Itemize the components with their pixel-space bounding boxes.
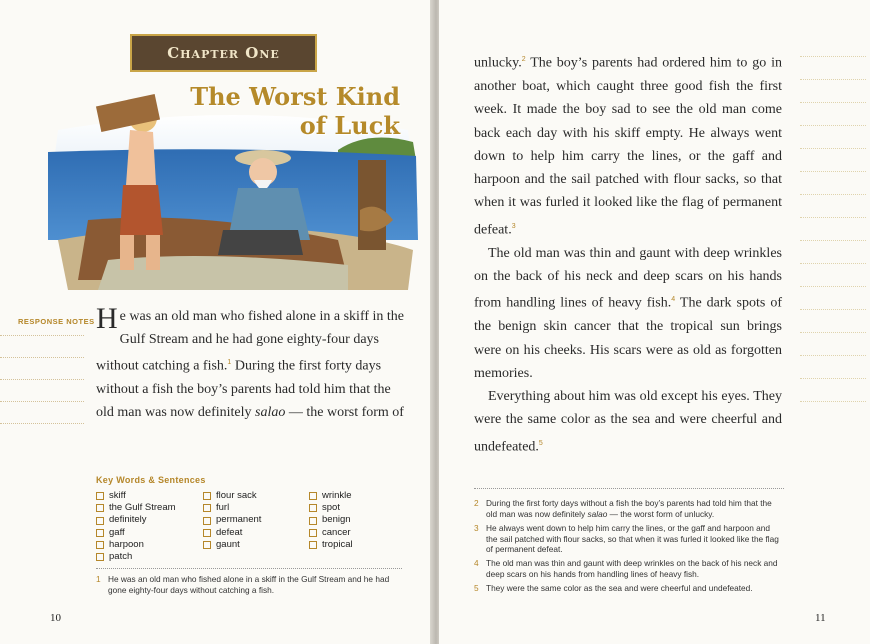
italic-word: salao [587, 508, 608, 519]
key-word: patch [109, 551, 133, 563]
key-word: defeat [216, 526, 243, 538]
note-line [0, 379, 84, 380]
key-word-item[interactable] [309, 502, 353, 514]
key-word-item[interactable] [203, 514, 261, 526]
footnote-4 [474, 558, 782, 579]
key-word: tropical [322, 538, 353, 550]
footnote-number: 5 [474, 583, 479, 593]
checkbox-icon[interactable] [96, 529, 104, 537]
note-line [800, 378, 866, 379]
checkbox-icon[interactable] [309, 517, 317, 525]
checkbox-icon[interactable] [309, 492, 317, 500]
note-line [0, 357, 84, 358]
left-page [0, 0, 433, 644]
key-words-column-3 [309, 490, 353, 551]
footnote-divider [474, 488, 784, 489]
footnote-text: He was an old man who fished alone in a skiff in the Gulf Stream and he had gone eighty-four days without catching a fish. [108, 574, 390, 595]
response-notes-label: RESPONSE NOTES [18, 317, 95, 326]
note-line [800, 56, 866, 57]
key-word-item[interactable] [96, 514, 176, 526]
key-word-item[interactable] [309, 490, 353, 502]
footnote-text: During the first forty days without a fish the boy’s parents had told him that the old man was now definitely [486, 498, 772, 519]
checkbox-icon[interactable] [309, 529, 317, 537]
key-word-item[interactable] [96, 527, 176, 539]
checkbox-icon[interactable] [203, 529, 211, 537]
footnote-number: 3 [474, 523, 479, 533]
key-word-item[interactable] [96, 490, 176, 502]
key-word: furl [216, 502, 230, 514]
footnote-marker: 1 [227, 359, 232, 366]
paragraph-text: Everything about him was old except his eyes. They were the same color as the sea and were cheerful and undefeated. [474, 389, 782, 455]
footnote-marker: 5 [538, 439, 543, 447]
paragraph [474, 385, 782, 459]
paragraph [474, 48, 782, 242]
page-number-right: 11 [815, 612, 826, 624]
note-line [800, 240, 866, 241]
drop-cap: H [96, 302, 118, 335]
note-line [800, 309, 866, 310]
checkbox-icon[interactable] [96, 517, 104, 525]
paragraph [474, 242, 782, 385]
footnote-text: — the worst form of unlucky. [607, 508, 715, 519]
key-word: the Gulf Stream [109, 502, 176, 514]
note-line [800, 332, 866, 333]
italic-word: salao [255, 404, 286, 420]
key-word: skiff [109, 490, 126, 501]
paragraph-text: The old man was thin and gaunt with deep wrinkles on the back of his neck and deep scars on his hands from handling lines of heavy fish. [474, 245, 782, 311]
checkbox-icon[interactable] [96, 541, 104, 549]
key-word-item[interactable] [203, 539, 261, 551]
footnote-marker: 4 [671, 296, 676, 304]
checkbox-icon[interactable] [203, 504, 211, 512]
note-line [800, 148, 866, 149]
chapter-title [190, 82, 400, 140]
footnote-text: They were the same color as the sea and were cheerful and undefeated. [486, 583, 753, 593]
key-word-item[interactable] [96, 551, 176, 563]
footnote-5 [474, 583, 782, 594]
paragraph-text: During the first forty days without a fish the boy’s parents had told him that the old man was now definitely [96, 358, 391, 420]
checkbox-icon[interactable] [96, 553, 104, 561]
note-line [800, 355, 866, 356]
key-word: gaunt [216, 538, 240, 550]
paragraph-text: The boy’s parents had ordered him to go in another boat, which caught three good fish the first week. It made the boy sad to see the old man come back each day with his skiff empty. He always went down to help him carry the lines, or the gaff and harpoon and the sail patched with flour sacks, so that when it was furled it looked like the flag of permanent defeat. [474, 55, 782, 238]
checkbox-icon[interactable] [203, 541, 211, 549]
note-line [800, 217, 866, 218]
paragraph-text: e was an old man who fished alone in a skiff in the Gulf Stream and he had gone eighty-four days without catching a fish. [96, 309, 405, 374]
story-text-left [96, 302, 405, 424]
key-word: wrinkle [322, 490, 352, 501]
key-word-item[interactable] [96, 502, 176, 514]
paragraph-text: The dark spots of the benign skin cancer that the tropical sun brings were on his cheeks. His scars were as old as forgotten memories. [474, 295, 782, 381]
key-word: gaff [109, 526, 125, 538]
chapter-label: Chapter One [167, 44, 280, 62]
key-word: flour sack [216, 490, 257, 501]
checkbox-icon[interactable] [203, 492, 211, 500]
key-words-column-1 [96, 490, 176, 563]
checkbox-icon[interactable] [96, 492, 104, 500]
note-line [0, 423, 84, 424]
paragraph-text: — the worst form of [285, 404, 404, 420]
chapter-label-box [130, 34, 317, 72]
key-word: definitely [109, 514, 147, 526]
footnote-3 [474, 523, 782, 555]
key-word: cancer [322, 526, 351, 538]
page-number-left: 10 [50, 612, 61, 624]
footnote-text: The old man was thin and gaunt with deep wrinkles on the back of his neck and deep scars on his hands from handling lines of heavy fish. [486, 558, 778, 579]
key-word-item[interactable] [96, 539, 176, 551]
footnote-marker: 2 [521, 56, 526, 63]
key-word-item[interactable] [309, 514, 353, 526]
footnote-number: 2 [474, 498, 479, 508]
checkbox-icon[interactable] [203, 517, 211, 525]
note-line [800, 171, 866, 172]
chapter-title-line2: of Luck [299, 111, 400, 140]
key-word-item[interactable] [309, 527, 353, 539]
checkbox-icon[interactable] [96, 504, 104, 512]
note-line [0, 335, 84, 336]
key-word-item[interactable] [203, 502, 261, 514]
note-line [800, 125, 866, 126]
key-word-item[interactable] [203, 527, 261, 539]
note-line [0, 401, 84, 402]
footnote-number: 1 [96, 574, 101, 584]
key-word-item[interactable] [309, 539, 353, 551]
key-word: spot [322, 502, 340, 514]
key-words-title: Key Words & Sentences [96, 475, 206, 485]
key-word: harpoon [109, 538, 144, 550]
note-line [800, 194, 866, 195]
footnote-text: He always went down to help him carry the lines, or the gaff and harpoon and the sail patched with flour sacks, so that when it was furled it looked like the flag of permanent defeat. [486, 523, 779, 554]
checkbox-icon[interactable] [309, 541, 317, 549]
key-word-item[interactable] [203, 490, 261, 502]
note-line [800, 401, 866, 402]
right-page [439, 0, 870, 644]
story-text-right [474, 48, 782, 459]
footnote-2 [474, 498, 782, 519]
paragraph-text: unlucky. [474, 55, 522, 71]
footnote-divider [96, 568, 402, 569]
note-line [800, 286, 866, 287]
footnote-marker: 3 [511, 222, 516, 230]
footnote-1 [96, 574, 404, 595]
chapter-title-line1: The Worst Kind [190, 82, 400, 111]
key-words-column-2 [203, 490, 261, 551]
note-line [800, 79, 866, 80]
key-word: permanent [216, 514, 262, 526]
checkbox-icon[interactable] [309, 504, 317, 512]
key-word: benign [322, 514, 351, 526]
note-line [800, 102, 866, 103]
footnote-number: 4 [474, 558, 479, 568]
note-line [800, 263, 866, 264]
